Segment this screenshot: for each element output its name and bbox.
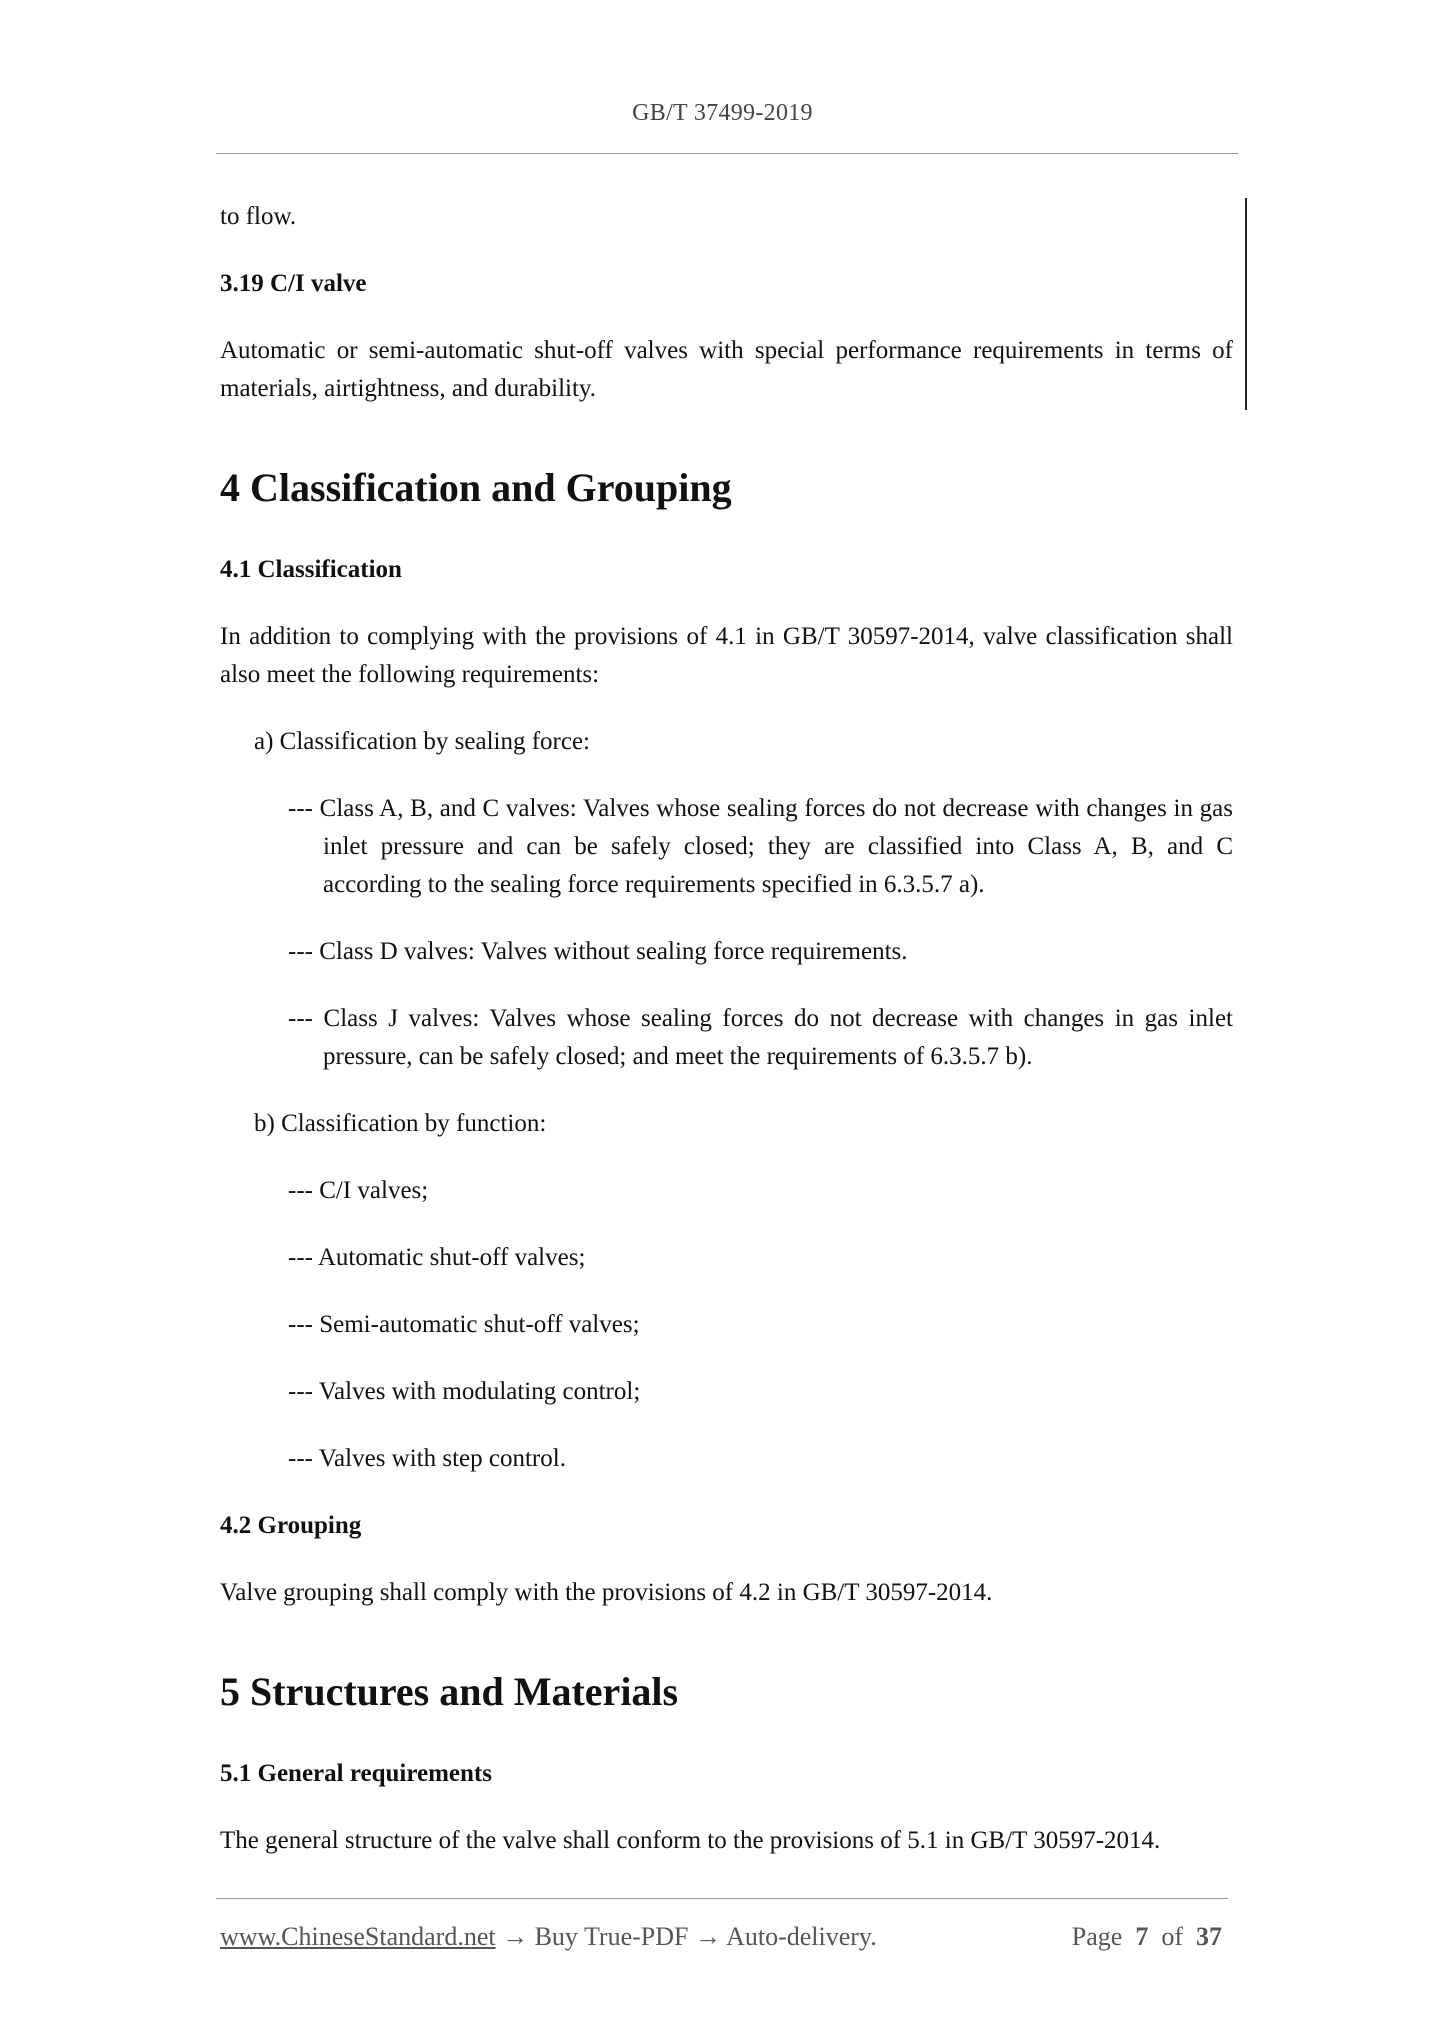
heading-section-5: 5 Structures and Materials xyxy=(220,1669,679,1714)
heading-3-19: 3.19 C/I valve xyxy=(220,270,367,297)
page-number xyxy=(1072,1922,1222,1952)
page-of-label: of xyxy=(1161,1922,1183,1951)
revision-change-bar xyxy=(1245,198,1247,410)
list-item-b: b) Classification by function: xyxy=(254,1110,547,1137)
page-current: 7 xyxy=(1135,1922,1149,1951)
list-b-dash-item: --- C/I valves; xyxy=(288,1177,429,1204)
paragraph-4-2: Valve grouping shall comply with the provisions of 4.2 in GB/T 30597-2014. xyxy=(220,1579,993,1606)
page-header xyxy=(0,100,1445,127)
list-item-a: a) Classification by sealing force: xyxy=(254,728,590,755)
page-label: Page xyxy=(1071,1922,1123,1951)
arrow-right-icon: → xyxy=(695,1922,721,1951)
header-divider xyxy=(216,153,1238,154)
paragraph-to-flow: to flow. xyxy=(220,203,297,230)
paragraph-4-1: In addition to complying with the provisions of 4.1 in GB/T 30597-2014, valve classification shall also meet the following requirements: xyxy=(220,623,1233,688)
heading-4-1: 4.1 Classification xyxy=(220,556,402,583)
footer-divider xyxy=(216,1898,1228,1899)
buy-true-pdf-text: Buy True-PDF xyxy=(534,1922,689,1951)
paragraph-3-19: Automatic or semi-automatic shut-off valves with special performance requirements in terms of materials, airtightness, and durability. xyxy=(220,337,1233,402)
heading-5-1: 5.1 General requirements xyxy=(220,1760,492,1787)
list-b-dash-item: --- Semi-automatic shut-off valves; xyxy=(288,1311,640,1338)
page-total: 37 xyxy=(1196,1922,1222,1951)
list-a-dash-item: --- Class J valves: Valves whose sealing forces do not decrease with changes in gas inlet pressure, can be safely closed; and meet the requirements of 6.3.5.7 b). xyxy=(288,1005,1233,1070)
standard-id: GB/T 37499-2019 xyxy=(632,100,813,126)
auto-delivery-text: Auto-delivery. xyxy=(726,1922,877,1951)
arrow-right-icon: → xyxy=(502,1922,529,1951)
heading-4-2: 4.2 Grouping xyxy=(220,1512,362,1539)
list-b-dash-item: --- Automatic shut-off valves; xyxy=(288,1244,586,1271)
paragraph-5-1: The general structure of the valve shall conform to the provisions of 5.1 in GB/T 30597-2014. xyxy=(220,1827,1161,1854)
site-link[interactable]: www.ChineseStandard.net xyxy=(220,1922,496,1951)
footer-promo xyxy=(220,1922,877,1952)
list-a-dash-item: --- Class A, B, and C valves: Valves whose sealing forces do not decrease with changes in gas inlet pressure and can be safely closed; they are classified into Class A, B, and C according to the sealing force requirements specified in 6.3.5.7 a). xyxy=(288,795,1233,898)
list-b-dash-item: --- Valves with modulating control; xyxy=(288,1378,641,1405)
list-b-dash-item: --- Valves with step control. xyxy=(288,1445,566,1472)
page-content xyxy=(220,198,1233,1889)
list-a-dash-item: --- Class D valves: Valves without sealing force requirements. xyxy=(288,938,908,965)
heading-section-4: 4 Classification and Grouping xyxy=(220,465,732,510)
